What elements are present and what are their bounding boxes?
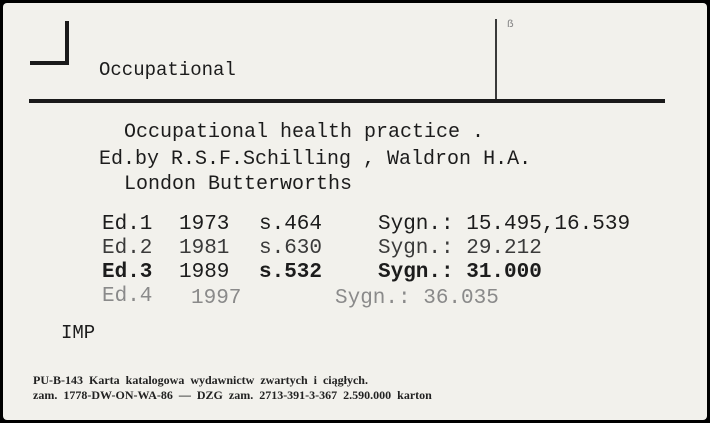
edition-signature: Sygn.: 31.000 <box>378 261 542 284</box>
edition-year: 1997 <box>191 287 242 310</box>
handwritten-mark: ẞ <box>507 19 514 31</box>
subject-heading: Occupational <box>99 59 236 81</box>
edition-year: 1973 <box>179 213 230 236</box>
edition-number: Ed.1 <box>102 213 153 236</box>
editors-line: Ed.by R.S.F.Schilling , Waldron H.A. <box>99 148 532 171</box>
book-title: Occupational health practice . <box>124 121 485 144</box>
edition-signature: Sygn.: 29.212 <box>378 237 542 260</box>
edition-pages: s.630 <box>259 237 323 260</box>
note-imp: IMP <box>61 322 96 344</box>
edition-number: Ed.2 <box>102 237 153 260</box>
edition-signature: Sygn.: 36.035 <box>335 287 499 310</box>
corner-mark-horizontal <box>30 61 69 65</box>
edition-year: 1981 <box>179 237 230 260</box>
form-footer-line-2: zam. 1778-DW-ON-WA-86 — DZG zam. 2713-391-3-367 2.590.000 karton <box>33 388 432 402</box>
catalog-card <box>3 3 707 420</box>
edition-year: 1989 <box>179 261 230 284</box>
edition-pages: s.532 <box>259 261 323 284</box>
header-divider-vertical <box>495 19 497 99</box>
form-footer-line-1: PU-B-143 Karta katalogowa wydawnictw zwartych i ciągłych. <box>33 373 368 387</box>
corner-mark-vertical <box>65 21 69 65</box>
publisher-line: London Butterworths <box>124 173 353 196</box>
edition-signature: Sygn.: 15.495,16.539 <box>378 213 631 236</box>
edition-number: Ed.3 <box>102 261 153 284</box>
edition-pages: s.464 <box>259 213 323 236</box>
edition-number: Ed.4 <box>102 285 153 308</box>
header-divider-horizontal <box>29 99 665 103</box>
